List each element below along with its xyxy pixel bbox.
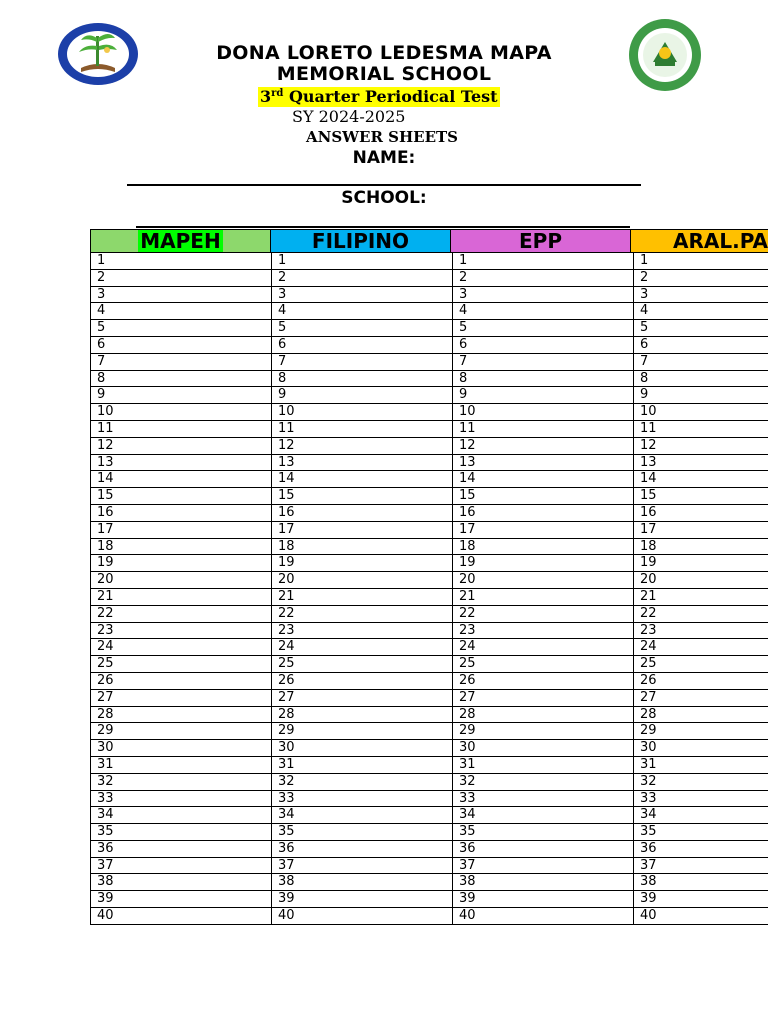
answer-row[interactable]: 4: [634, 303, 768, 320]
answer-row[interactable]: 19: [453, 555, 633, 572]
answer-row[interactable]: 33: [634, 791, 768, 808]
answer-row[interactable]: 20: [91, 572, 271, 589]
answer-row[interactable]: 38: [272, 874, 452, 891]
answer-row[interactable]: 2: [634, 270, 768, 287]
answer-row[interactable]: 32: [634, 774, 768, 791]
answer-row[interactable]: 22: [91, 606, 271, 623]
answer-row[interactable]: 39: [91, 891, 271, 908]
header-epp: EPP: [450, 229, 630, 253]
answer-row[interactable]: 13: [91, 455, 271, 472]
answer-row[interactable]: 5: [453, 320, 633, 337]
answer-row[interactable]: 31: [272, 757, 452, 774]
answer-row[interactable]: 7: [453, 354, 633, 371]
answer-row[interactable]: 35: [453, 824, 633, 841]
answer-row[interactable]: 12: [453, 438, 633, 455]
answer-row[interactable]: 19: [634, 555, 768, 572]
answer-row[interactable]: 8: [272, 371, 452, 388]
answer-row[interactable]: 10: [91, 404, 271, 421]
answer-row[interactable]: 35: [272, 824, 452, 841]
answer-row[interactable]: 20: [634, 572, 768, 589]
answer-row[interactable]: 18: [91, 539, 271, 556]
answer-row[interactable]: 30: [453, 740, 633, 757]
answer-row[interactable]: 26: [453, 673, 633, 690]
answer-row[interactable]: 32: [272, 774, 452, 791]
answer-row[interactable]: 13: [634, 455, 768, 472]
answer-row[interactable]: 29: [91, 723, 271, 740]
answer-row[interactable]: 34: [91, 807, 271, 824]
answer-row[interactable]: 27: [272, 690, 452, 707]
school-year: SY 2024-2025: [292, 107, 406, 126]
answer-row[interactable]: 26: [91, 673, 271, 690]
answer-row[interactable]: 7: [91, 354, 271, 371]
answer-row[interactable]: 24: [634, 639, 768, 656]
answer-row[interactable]: 1: [91, 253, 271, 270]
answer-row[interactable]: 1: [453, 253, 633, 270]
answer-row[interactable]: 24: [91, 639, 271, 656]
answer-row[interactable]: 3: [91, 287, 271, 304]
answer-row[interactable]: 11: [272, 421, 452, 438]
answer-row[interactable]: 34: [634, 807, 768, 824]
answer-row[interactable]: 14: [634, 471, 768, 488]
answer-row[interactable]: 9: [634, 387, 768, 404]
answer-row[interactable]: 4: [91, 303, 271, 320]
answer-row[interactable]: 22: [272, 606, 452, 623]
answer-row[interactable]: 4: [453, 303, 633, 320]
answer-row[interactable]: 36: [453, 841, 633, 858]
answer-row[interactable]: 30: [272, 740, 452, 757]
answer-row[interactable]: 3: [272, 287, 452, 304]
column-aralpan: [633, 253, 768, 925]
quarter-text: Quarter Periodical Test: [283, 87, 498, 106]
answer-row[interactable]: 17: [453, 522, 633, 539]
column-epp: [452, 253, 633, 925]
answer-row[interactable]: 27: [634, 690, 768, 707]
answer-row[interactable]: 31: [453, 757, 633, 774]
answer-row[interactable]: 30: [91, 740, 271, 757]
answer-row[interactable]: 33: [272, 791, 452, 808]
answer-row[interactable]: 6: [453, 337, 633, 354]
answer-row[interactable]: 39: [272, 891, 452, 908]
answer-row[interactable]: 25: [91, 656, 271, 673]
answer-row[interactable]: 21: [91, 589, 271, 606]
answer-row[interactable]: 9: [91, 387, 271, 404]
name-line: [127, 184, 641, 186]
answer-row[interactable]: 16: [272, 505, 452, 522]
quarter-title: [258, 87, 500, 107]
answer-row[interactable]: 8: [634, 371, 768, 388]
quarter-ordinal: rd: [271, 88, 284, 99]
answer-row[interactable]: 15: [634, 488, 768, 505]
answer-row[interactable]: 10: [272, 404, 452, 421]
answer-row[interactable]: 9: [453, 387, 633, 404]
answer-row[interactable]: 38: [634, 874, 768, 891]
answer-row[interactable]: 14: [272, 471, 452, 488]
answer-row[interactable]: 12: [634, 438, 768, 455]
quarter-number: 3: [260, 87, 272, 106]
answer-row[interactable]: 39: [453, 891, 633, 908]
answer-row[interactable]: 21: [634, 589, 768, 606]
answer-row[interactable]: 3: [634, 287, 768, 304]
answer-row[interactable]: 17: [91, 522, 271, 539]
answer-row[interactable]: 5: [272, 320, 452, 337]
answer-row[interactable]: 24: [272, 639, 452, 656]
answer-row[interactable]: 31: [91, 757, 271, 774]
answer-row[interactable]: 33: [453, 791, 633, 808]
answer-row[interactable]: 22: [634, 606, 768, 623]
subject-headers: [90, 229, 768, 253]
answer-row[interactable]: 21: [272, 589, 452, 606]
answer-row[interactable]: 6: [272, 337, 452, 354]
answer-row[interactable]: 14: [91, 471, 271, 488]
answer-row[interactable]: 25: [272, 656, 452, 673]
answer-row[interactable]: 12: [91, 438, 271, 455]
answer-row[interactable]: 34: [272, 807, 452, 824]
answer-row[interactable]: 1: [272, 253, 452, 270]
answer-row[interactable]: 36: [272, 841, 452, 858]
answer-row[interactable]: 16: [453, 505, 633, 522]
answer-row[interactable]: 19: [91, 555, 271, 572]
answer-row[interactable]: 9: [272, 387, 452, 404]
answer-row[interactable]: 25: [634, 656, 768, 673]
answer-row[interactable]: 40: [272, 908, 452, 925]
answer-row[interactable]: 11: [453, 421, 633, 438]
answer-row[interactable]: 29: [634, 723, 768, 740]
answer-row[interactable]: 1: [634, 253, 768, 270]
answer-row[interactable]: 6: [634, 337, 768, 354]
answer-sheet-table: [90, 229, 768, 925]
header-mapeh: [90, 229, 270, 253]
answer-row[interactable]: 20: [453, 572, 633, 589]
answer-row[interactable]: 13: [453, 455, 633, 472]
answer-row[interactable]: 28: [453, 707, 633, 724]
answer-row[interactable]: 3: [453, 287, 633, 304]
answer-row[interactable]: 16: [634, 505, 768, 522]
column-mapeh: [90, 253, 271, 925]
answer-row[interactable]: 23: [453, 623, 633, 640]
answer-row[interactable]: 22: [453, 606, 633, 623]
answer-row[interactable]: 38: [453, 874, 633, 891]
answer-row[interactable]: 8: [453, 371, 633, 388]
column-filipino: [271, 253, 452, 925]
answer-row[interactable]: 40: [91, 908, 271, 925]
answer-row[interactable]: 23: [272, 623, 452, 640]
answer-row[interactable]: 11: [634, 421, 768, 438]
answer-row[interactable]: 11: [91, 421, 271, 438]
answer-row[interactable]: 32: [91, 774, 271, 791]
answer-row[interactable]: 4: [272, 303, 452, 320]
answer-row[interactable]: 6: [91, 337, 271, 354]
answer-row[interactable]: 35: [634, 824, 768, 841]
answer-row[interactable]: 15: [91, 488, 271, 505]
answer-row[interactable]: 35: [91, 824, 271, 841]
answer-row[interactable]: 14: [453, 471, 633, 488]
answer-row[interactable]: 29: [453, 723, 633, 740]
answer-row[interactable]: 2: [91, 270, 271, 287]
answer-row[interactable]: 13: [272, 455, 452, 472]
answer-row[interactable]: 19: [272, 555, 452, 572]
answer-row[interactable]: 15: [272, 488, 452, 505]
answer-row[interactable]: 34: [453, 807, 633, 824]
answer-row[interactable]: 2: [272, 270, 452, 287]
answer-row[interactable]: 28: [91, 707, 271, 724]
answer-columns: [90, 253, 768, 925]
answer-row[interactable]: 27: [453, 690, 633, 707]
answer-row[interactable]: 8: [91, 371, 271, 388]
answer-row[interactable]: 7: [272, 354, 452, 371]
answer-row[interactable]: 25: [453, 656, 633, 673]
answer-row[interactable]: 21: [453, 589, 633, 606]
header-aralpan: ARAL.PA: [630, 229, 768, 253]
school-line: [136, 226, 630, 228]
answer-row[interactable]: 33: [91, 791, 271, 808]
answer-row[interactable]: 10: [453, 404, 633, 421]
answer-row[interactable]: 30: [634, 740, 768, 757]
school-label: SCHOOL:: [341, 188, 427, 208]
header-filipino: FILIPINO: [270, 229, 450, 253]
answer-row[interactable]: 18: [453, 539, 633, 556]
answer-row[interactable]: 18: [272, 539, 452, 556]
answer-row[interactable]: 5: [634, 320, 768, 337]
answer-row[interactable]: 2: [453, 270, 633, 287]
school-name: [0, 43, 768, 85]
school-name-line1: DONA LORETO LEDESMA MAPA: [216, 42, 552, 64]
school-name-line2: MEMORIAL SCHOOL: [276, 63, 492, 85]
header-mapeh-label: MAPEH: [140, 229, 221, 253]
answer-row[interactable]: 37: [272, 858, 452, 875]
answer-row[interactable]: 24: [453, 639, 633, 656]
answer-row[interactable]: 23: [91, 623, 271, 640]
answer-row[interactable]: 10: [634, 404, 768, 421]
answer-row[interactable]: 26: [634, 673, 768, 690]
answer-row[interactable]: 17: [634, 522, 768, 539]
answer-row[interactable]: 38: [91, 874, 271, 891]
answer-row[interactable]: 37: [453, 858, 633, 875]
answer-row[interactable]: 37: [634, 858, 768, 875]
answer-row[interactable]: 40: [453, 908, 633, 925]
answer-row[interactable]: 26: [272, 673, 452, 690]
answer-sheets-title: ANSWER SHEETS: [306, 128, 459, 146]
answer-row[interactable]: 37: [91, 858, 271, 875]
answer-row[interactable]: 5: [91, 320, 271, 337]
answer-row[interactable]: 39: [634, 891, 768, 908]
answer-row[interactable]: 27: [91, 690, 271, 707]
name-label: NAME:: [352, 148, 416, 168]
answer-row[interactable]: 15: [453, 488, 633, 505]
answer-row[interactable]: 12: [272, 438, 452, 455]
answer-row[interactable]: 29: [272, 723, 452, 740]
answer-row[interactable]: 28: [272, 707, 452, 724]
answer-row[interactable]: 31: [634, 757, 768, 774]
answer-row[interactable]: 7: [634, 354, 768, 371]
answer-row[interactable]: 36: [634, 841, 768, 858]
answer-row[interactable]: 20: [272, 572, 452, 589]
answer-row[interactable]: 28: [634, 707, 768, 724]
answer-row[interactable]: 40: [634, 908, 768, 925]
answer-row[interactable]: 32: [453, 774, 633, 791]
answer-row[interactable]: 17: [272, 522, 452, 539]
answer-row[interactable]: 16: [91, 505, 271, 522]
answer-row[interactable]: 18: [634, 539, 768, 556]
answer-row[interactable]: 23: [634, 623, 768, 640]
answer-row[interactable]: 36: [91, 841, 271, 858]
